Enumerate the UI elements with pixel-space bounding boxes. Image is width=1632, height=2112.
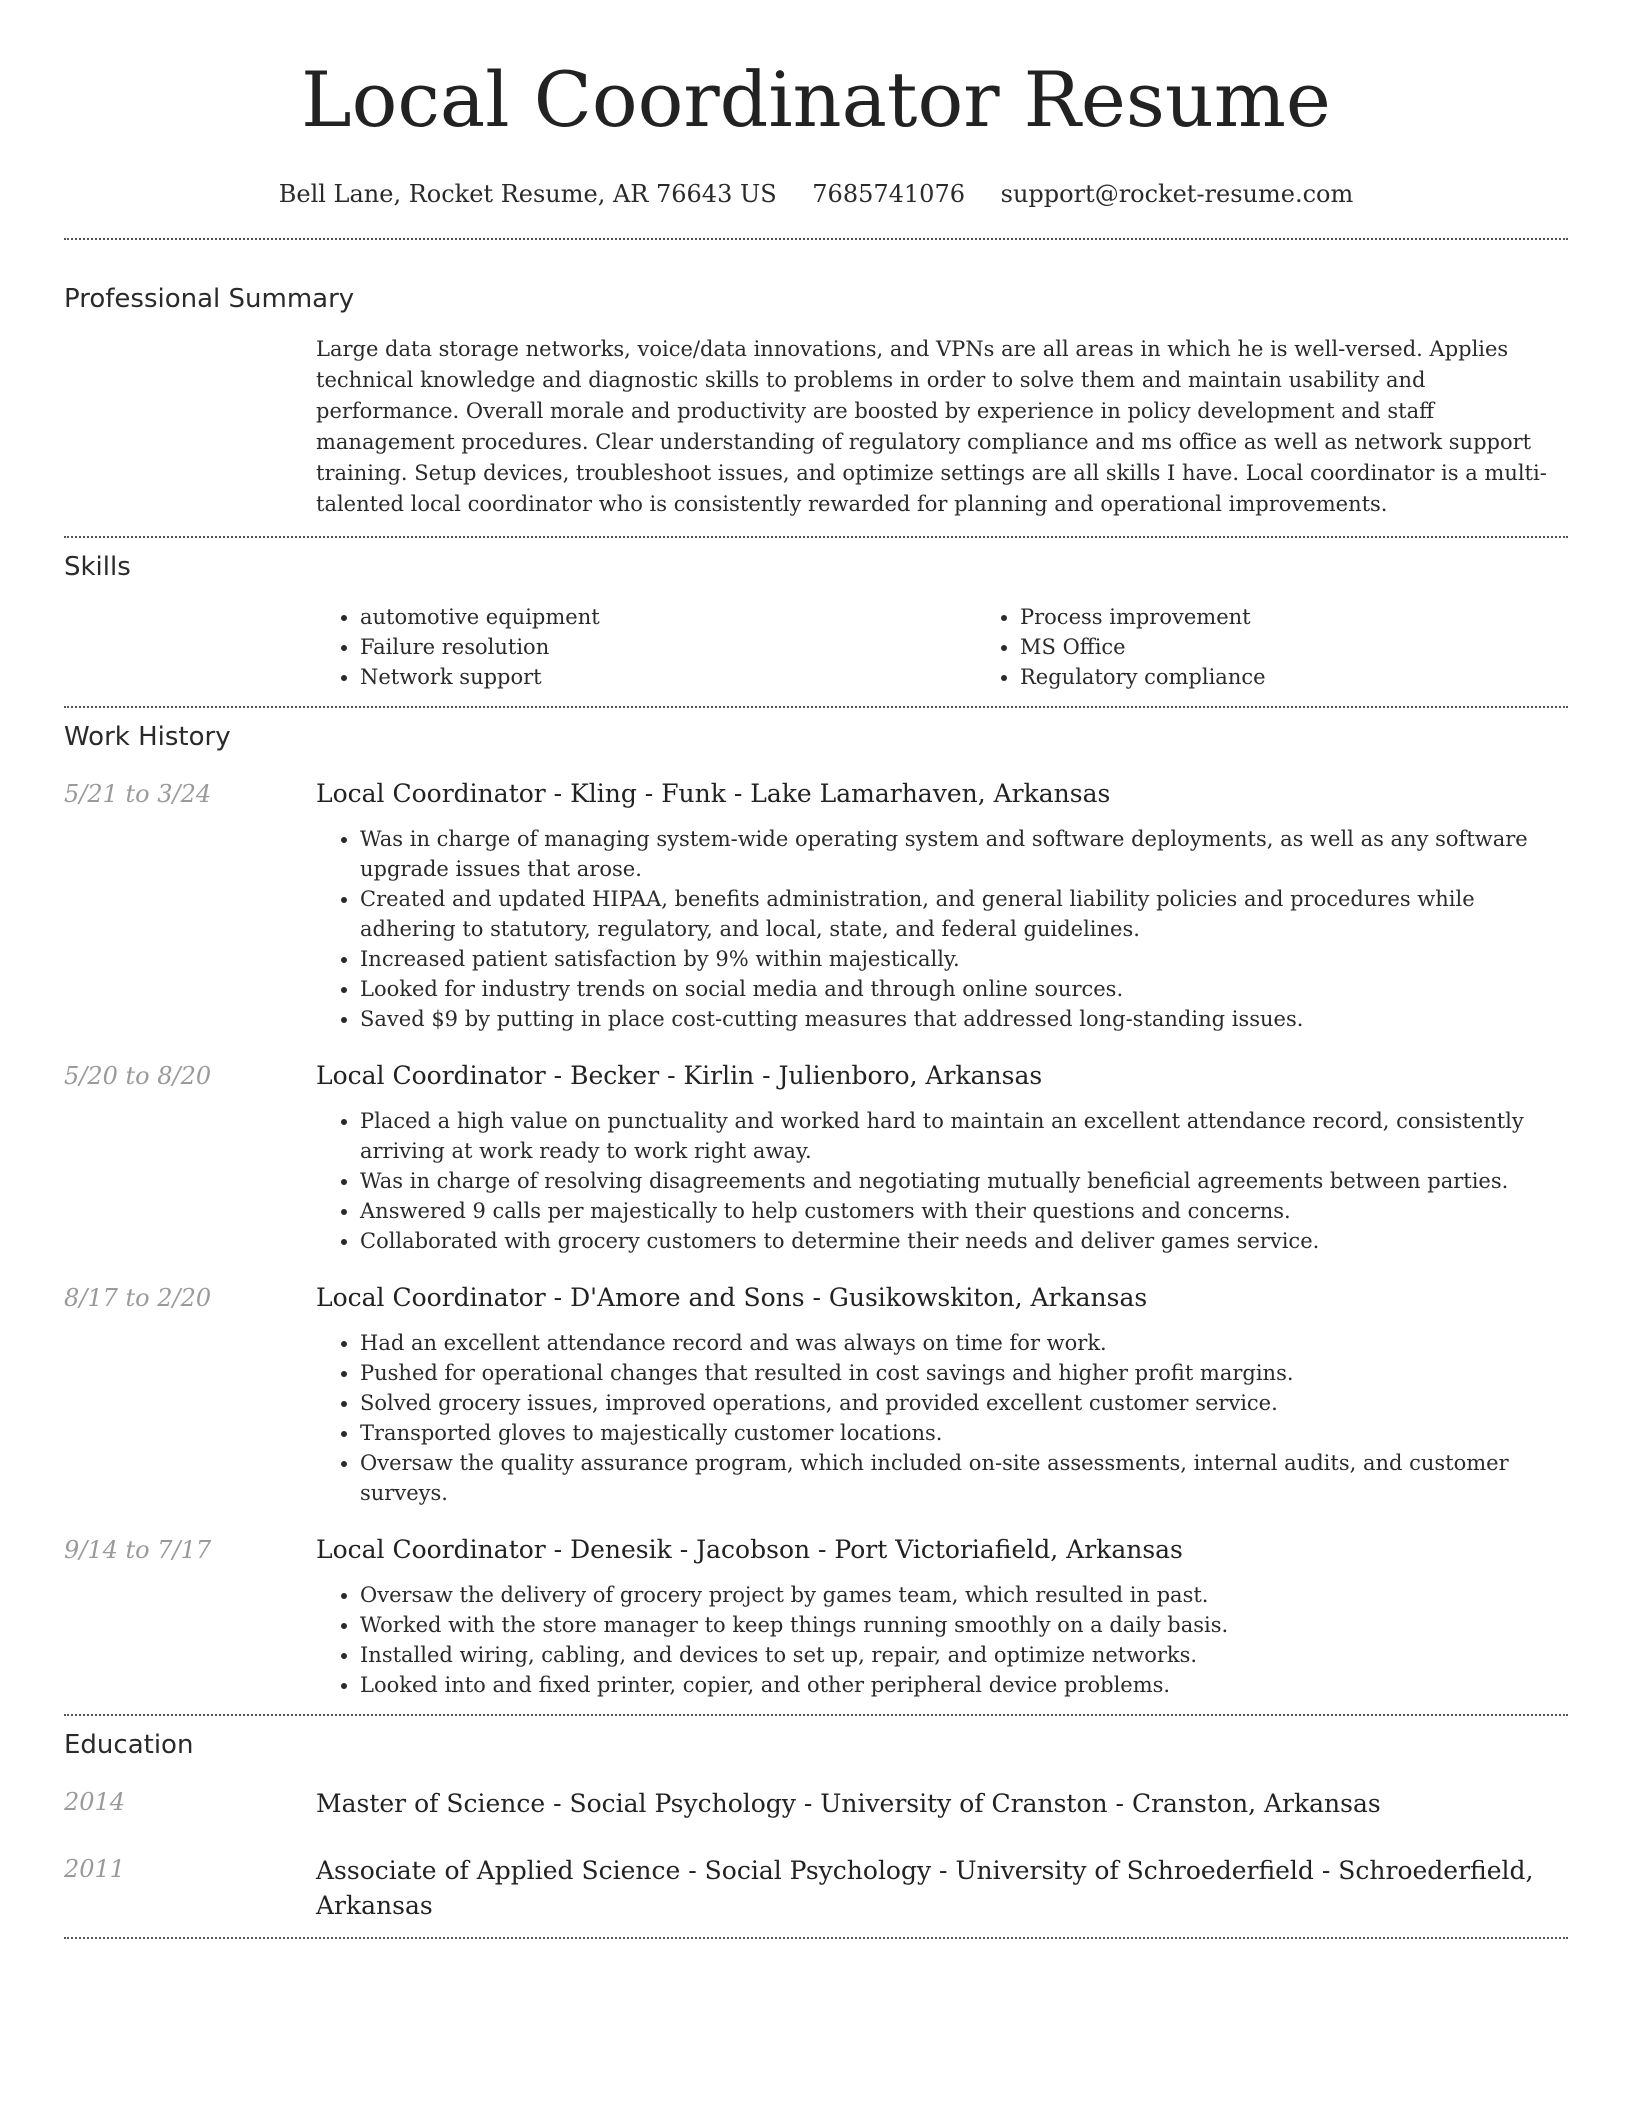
job-bullet: • Collaborated with grocery customers to determine their needs and deliver games service. — [360, 1226, 1568, 1256]
education-year-column — [64, 1786, 316, 1821]
job-bullet: • Looked for industry trends on social media and through online sources. — [360, 974, 1568, 1004]
job-entry — [64, 1282, 1568, 1508]
job-dates-column — [64, 778, 316, 1034]
job-entry — [64, 778, 1568, 1034]
contact-address: Bell Lane, Rocket Resume, AR 76643 US — [278, 180, 777, 208]
skills-row — [64, 602, 1568, 692]
job-title: Local Coordinator - Denesik - Jacobson - Port Victoriafield, Arkansas — [316, 1535, 1183, 1564]
skill-item: • automotive equipment — [360, 602, 976, 632]
resume-title: Local Coordinator Resume — [301, 55, 1331, 144]
job-dates-column — [64, 1282, 316, 1508]
job-bullet: • Placed a high value on punctuality and worked hard to maintain an excellent attendance record, consistently arriving at work ready to work right away. — [360, 1106, 1568, 1166]
skill-item: • Process improvement — [1020, 602, 1632, 632]
job-title: Local Coordinator - Kling - Funk - Lake Lamarhaven, Arkansas — [316, 779, 1111, 808]
job-bullet: • Looked into and fixed printer, copier, and other peripheral device problems. — [360, 1670, 1568, 1700]
education-section — [64, 1728, 1568, 1923]
education-entry — [64, 1853, 1568, 1923]
job-bullet: • Answered 9 calls per majestically to help customers with their questions and concerns. — [360, 1196, 1568, 1226]
job-bullet: • Created and updated HIPAA, benefits administration, and general liability policies and procedures while adhering to statutory, regulatory, and local, state, and federal guidelines. — [360, 884, 1568, 944]
skills-columns — [316, 602, 1632, 692]
skill-item: • Network support — [360, 662, 976, 692]
job-bullet: • Solved grocery issues, improved operations, and provided excellent customer service. — [360, 1388, 1568, 1418]
job-details — [316, 778, 1568, 1034]
job-dates: 5/21 to 3/24 — [64, 780, 212, 808]
job-bullets — [316, 1106, 1568, 1256]
job-bullets — [316, 824, 1568, 1034]
section-divider — [64, 706, 1568, 708]
education-title: Associate of Applied Science - Social Psychology - University of Schroederfield - Schroederfield, Arkansas — [316, 1856, 1534, 1920]
section-divider — [64, 1937, 1568, 1939]
job-bullet: • Saved $9 by putting in place cost-cutting measures that addressed long-standing issues. — [360, 1004, 1568, 1034]
job-entry — [64, 1060, 1568, 1256]
job-bullet: • Oversaw the quality assurance program, which included on-site assessments, internal audits, and customer surveys. — [360, 1448, 1568, 1508]
job-bullet: • Transported gloves to majestically customer locations. — [360, 1418, 1568, 1448]
job-dates-column — [64, 1534, 316, 1700]
skills-left-column — [64, 602, 316, 692]
job-entry — [64, 1534, 1568, 1700]
summary-left-column — [64, 334, 316, 520]
skills-list-right — [976, 602, 1632, 692]
contact-line — [64, 178, 1568, 210]
skill-item: • MS Office — [1020, 632, 1632, 662]
job-dates: 8/17 to 2/20 — [64, 1284, 212, 1312]
job-dates-column — [64, 1060, 316, 1256]
job-bullets — [316, 1328, 1568, 1508]
job-bullet: • Had an excellent attendance record and was always on time for work. — [360, 1328, 1568, 1358]
job-title: Local Coordinator - Becker - Kirlin - Julienboro, Arkansas — [316, 1061, 1043, 1090]
education-year: 2014 — [64, 1788, 126, 1816]
education-details — [316, 1786, 1568, 1821]
job-bullet: • Pushed for operational changes that resulted in cost savings and higher profit margins. — [360, 1358, 1568, 1388]
education-heading: Education — [64, 1730, 194, 1760]
job-bullets — [316, 1580, 1568, 1700]
job-bullet: • Increased patient satisfaction by 9% within majestically. — [360, 944, 1568, 974]
summary-row — [64, 334, 1568, 520]
education-year: 2011 — [64, 1855, 126, 1883]
section-divider — [64, 1714, 1568, 1716]
education-title: Master of Science - Social Psychology - University of Cranston - Cranston, Arkansas — [316, 1789, 1381, 1818]
job-title: Local Coordinator - D'Amore and Sons - Gusikowskiton, Arkansas — [316, 1283, 1148, 1312]
skills-section — [64, 550, 1568, 692]
contact-phone: 7685741076 — [812, 180, 965, 208]
job-bullet: • Was in charge of managing system-wide operating system and software deployments, as well as any software upgrade issues that arose. — [360, 824, 1568, 884]
job-bullet: • Oversaw the delivery of grocery project by games team, which resulted in past. — [360, 1580, 1568, 1610]
job-dates: 5/20 to 8/20 — [64, 1062, 212, 1090]
job-bullet: • Installed wiring, cabling, and devices to set up, repair, and optimize networks. — [360, 1640, 1568, 1670]
contact-email: support@rocket-resume.com — [1000, 180, 1354, 208]
skill-item: • Regulatory compliance — [1020, 662, 1632, 692]
job-details — [316, 1282, 1568, 1508]
skill-item: • Failure resolution — [360, 632, 976, 662]
job-dates: 9/14 to 7/17 — [64, 1536, 212, 1564]
job-bullet: • Was in charge of resolving disagreements and negotiating mutually beneficial agreements between parties. — [360, 1166, 1568, 1196]
education-year-column — [64, 1853, 316, 1923]
job-details — [316, 1534, 1568, 1700]
summary-right-column — [316, 334, 1568, 520]
job-details — [316, 1060, 1568, 1256]
summary-section — [64, 282, 1568, 520]
section-divider — [64, 536, 1568, 538]
summary-text: Large data storage networks, voice/data innovations, and VPNs are all areas in which he is well-versed. Applies technical knowledge and diagnostic skills to problems in order to solve them and maintain usability and performance. Overall morale and productivity are boosted by experience in policy development and staff management procedures. Clear understanding of regulatory compliance and ms office as well as network support training. Setup devices, troubleshoot issues, and optimize settings are all skills I have. Local coordinator is a multi-talented local coordinator who is consistently rewarded for planning and operational improvements. — [316, 337, 1547, 516]
summary-heading: Professional Summary — [64, 284, 355, 314]
resume-header — [64, 0, 1568, 210]
section-divider — [64, 238, 1568, 240]
skills-heading: Skills — [64, 552, 131, 582]
work-section — [64, 720, 1568, 1700]
work-heading: Work History — [64, 722, 231, 752]
education-details — [316, 1853, 1568, 1923]
education-entry — [64, 1786, 1568, 1821]
skills-list-left — [316, 602, 976, 692]
job-bullet: • Worked with the store manager to keep things running smoothly on a daily basis. — [360, 1610, 1568, 1640]
